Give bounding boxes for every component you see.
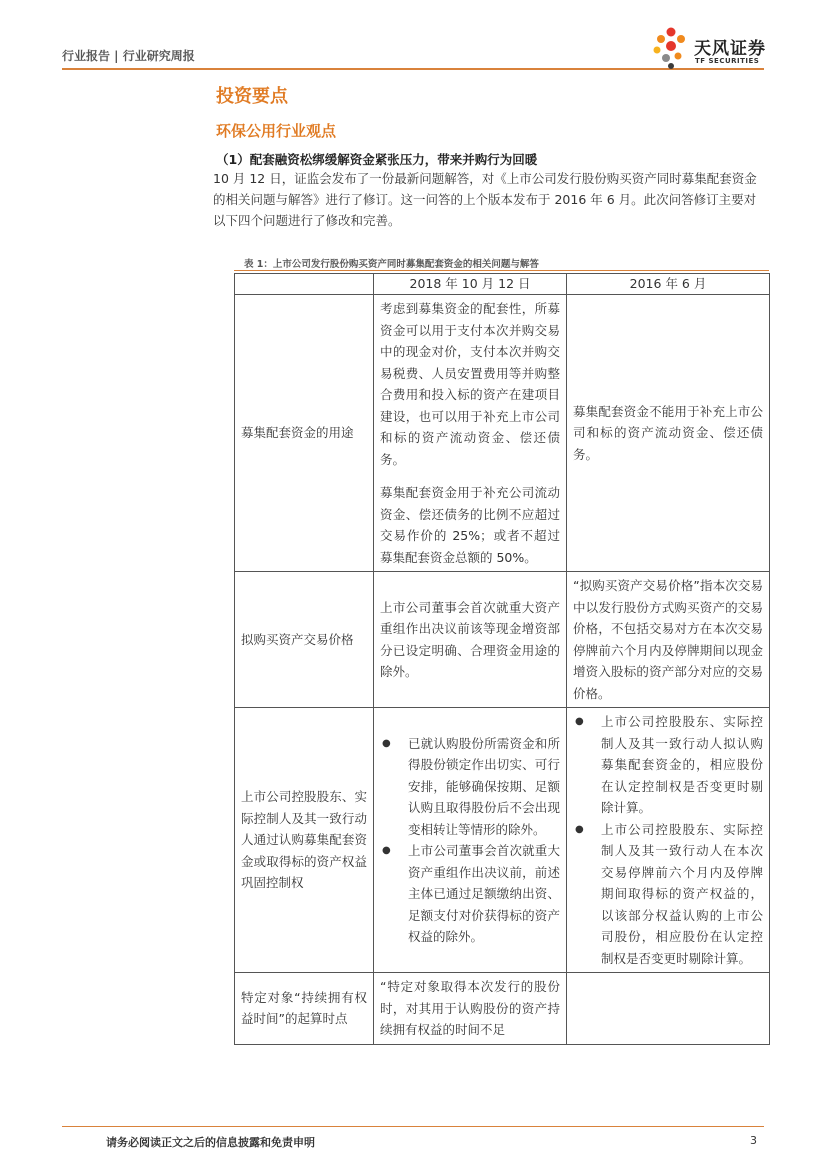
header-2016: 2016 年 6 月 [567, 274, 770, 295]
logo-mark-icon [652, 26, 690, 70]
header-breadcrumb: 行业报告 | 行业研究周报 [62, 49, 195, 63]
logo-text-en: TF SECURITIES [695, 57, 760, 65]
cell-paragraph: 募集配套资金用于补充公司流动资金、偿还债务的比例不应超过交易作价的 25%；或者不超过募集配套资金总额的 50%。 [380, 485, 560, 565]
cell-2018 [374, 708, 567, 973]
cell-paragraph: 考虑到募集资金的配套性，所募资金可以用于支付本次并购交易中的现金对价，支付本次并购交易税费、人员安置费用等并购整合费用和投入标的资产在建项目建设，也可以用于补充上市公司和标的资产流动资金、偿还债务。 [380, 301, 560, 467]
row-label: 拟购买资产交易价格 [235, 572, 374, 708]
cell-2016 [567, 973, 770, 1045]
cell-2016: “拟购买资产交易价格”指本次交易中以发行股份方式购买资产的交易价格，不包括交易对方在本次交易停牌前六个月内及停牌期间以现金增资入股标的资产部分对应的交易价格。 [567, 572, 770, 708]
row-label: 上市公司控股股东、实际控制人及其一致行动人通过认购募集配套资金或取得标的资产权益巩固控制权 [235, 708, 374, 973]
cell-2018: “特定对象取得本次发行的股份时，对其用于认购股份的资产持续拥有权益的时间不足 [374, 973, 567, 1045]
bullet-list [380, 733, 560, 948]
page-number: 3 [750, 1134, 757, 1147]
header-blank-cell [235, 274, 374, 295]
bullet-list [573, 711, 763, 969]
list-item: ● 上市公司控股股东、实际控制人及其一致行动人在本次交易停牌前六个月内及停牌期间取得标的资产权益的，以该部分权益认购的上市公司股份，相应股份在认定控制权是否变更时剔除计算。 [573, 819, 763, 970]
table-row [235, 708, 770, 973]
cell-2016 [567, 708, 770, 973]
footer-rule [62, 1126, 764, 1127]
cell-2018: 上市公司董事会首次就重大资产重组作出决议前该等现金增资部分已设定明确、合理资金用途的除外。 [374, 572, 567, 708]
header-2018: 2018 年 10 月 12 日 [374, 274, 567, 295]
company-logo [652, 26, 767, 70]
point-title: （1）配套融资松绑缓解资金紧张压力，带来并购行为回暖 [216, 152, 538, 167]
footer-disclaimer: 请务必阅读正文之后的信息披露和免责申明 [106, 1136, 315, 1149]
logo-text-cn: 天风证券 [694, 39, 766, 59]
intro-paragraph: 10 月 12 日，证监会发布了一份最新问题解答，对《上市公司发行股份购买资产同时募集配套资金的相关问题与解答》进行了修订。这一问答的上个版本发布于 2016 年 6 月。此次问答修订主要对以下四个问题进行了修改和完善。 [213, 171, 757, 228]
row-label: 募集配套资金的用途 [235, 295, 374, 572]
table-row [235, 572, 770, 708]
caption-rule [234, 270, 769, 271]
list-item: ● 上市公司控股股东、实际控制人及其一致行动人拟认购募集配套资金的，相应股份在认定控制权是否变更时剔除计算。 [573, 711, 763, 819]
cell-2018 [374, 295, 567, 572]
list-item: ● 上市公司董事会首次就重大资产重组作出决议前，前述主体已通过足额缴纳出资、足额支付对价获得标的资产权益的除外。 [380, 840, 560, 948]
cell-2016: 募集配套资金不能用于补充上市公司和标的资产流动资金、偿还债务。 [567, 295, 770, 572]
table-caption: 表 1：上市公司发行股份购买资产同时募集配套资金的相关问题与解答 [244, 259, 539, 270]
section-heading: 投资要点 [216, 86, 288, 107]
comparison-table [234, 273, 770, 1045]
list-item: ● 已就认购股份所需资金和所得股份锁定作出切实、可行安排，能够确保按期、足额认购且取得股份后不会出现变相转让等情形的除外。 [380, 733, 560, 841]
table-header-row [235, 274, 770, 295]
row-label: 特定对象“持续拥有权益时间”的起算时点 [235, 973, 374, 1045]
subsection-heading: 环保公用行业观点 [216, 122, 337, 140]
table-row [235, 973, 770, 1045]
table-row [235, 295, 770, 572]
